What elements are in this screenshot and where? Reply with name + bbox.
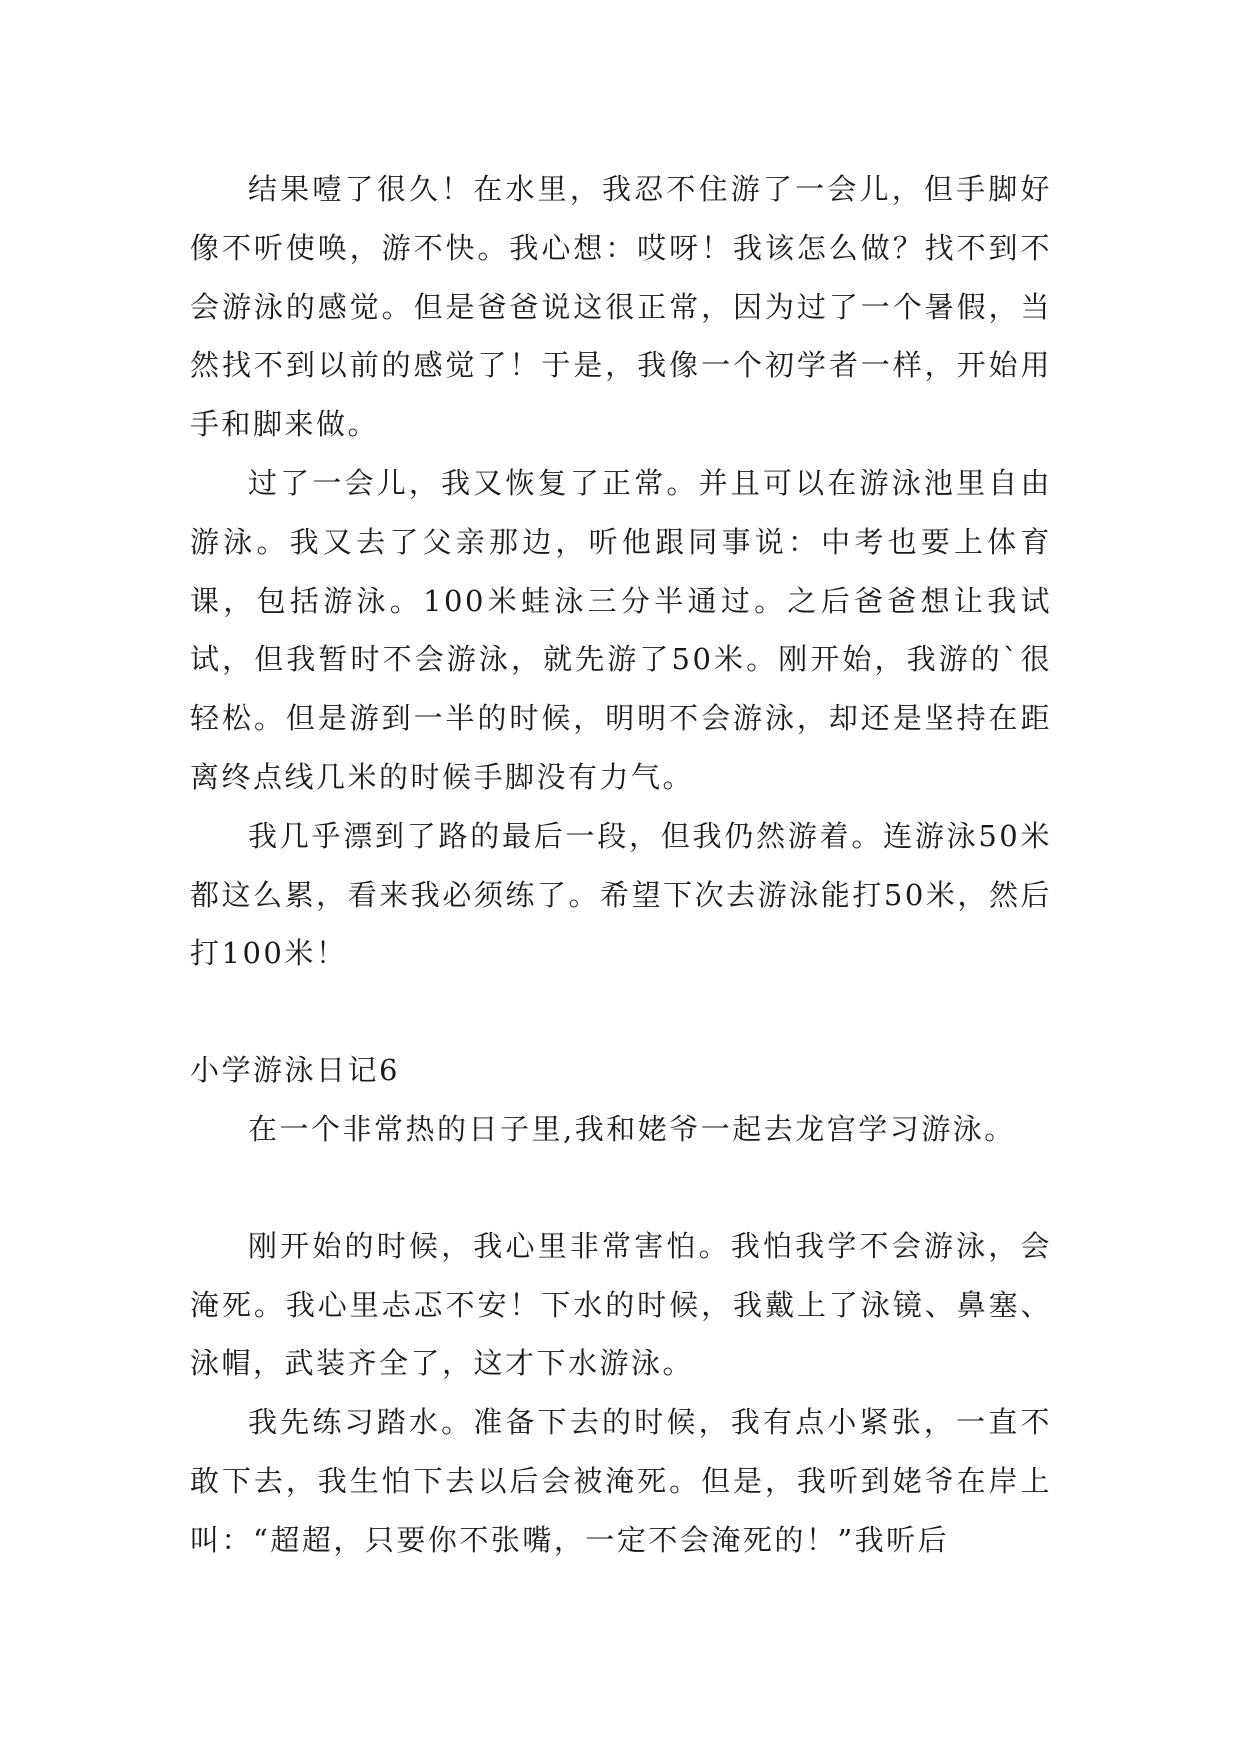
section-spacer <box>190 983 1052 1041</box>
paragraph-choked-in-water: 结果噎了很久！在水里，我忍不住游了一会儿，但手脚好像不听使唤，游不快。我心想：哎呀！我该怎么做？找不到不会游泳的感觉。但是爸爸说这很正常，因为过了一个暑假，当然找不到以前的感觉了！于是，我像一个初学者一样，开始用手和脚来做。 <box>190 172 1052 442</box>
section-intro: 在一个非常热的日子里,我和姥爷一起去龙宫学习游泳。 <box>248 1111 1016 1146</box>
document-body <box>190 160 1052 1570</box>
paragraph-afraid-at-start: 刚开始的时候，我心里非常害怕。我怕我学不会游泳，会淹死。我心里忐忑不安！下水的时候，我戴上了泳镜、鼻塞、泳帽，武装齐全了，这才下水游泳。 <box>190 1228 1052 1381</box>
section-title: 小学游泳日记6 <box>190 1053 400 1088</box>
paragraph-last-stretch: 我几乎漂到了路的最后一段，但我仍然游着。连游泳50米都这么累，看来我必须练了。希望下次去游泳能打50米，然后打100米！ <box>190 818 1052 971</box>
paragraph-spacer <box>190 1159 1052 1217</box>
paragraph-recovered-swimming: 过了一会儿，我又恢复了正常。并且可以在游泳池里自由游泳。我又去了父亲那边，听他跟同事说：中考也要上体育课，包括游泳。100米蛙泳三分半通过。之后爸爸想让我试试，但我暂时不会游泳，就先游了50米。刚开始，我游的`很轻松。但是游到一半的时候，明明不会游泳，却还是坚持在距离终点线几米的时候手脚没有力气。 <box>190 465 1052 794</box>
paragraph-practice-treading: 我先练习踏水。准备下去的时候，我有点小紧张，一直不敢下去，我生怕下去以后会被淹死。但是，我听到姥爷在岸上叫：“超超，只要你不张嘴，一定不会淹死的！”我听后 <box>190 1405 1052 1557</box>
